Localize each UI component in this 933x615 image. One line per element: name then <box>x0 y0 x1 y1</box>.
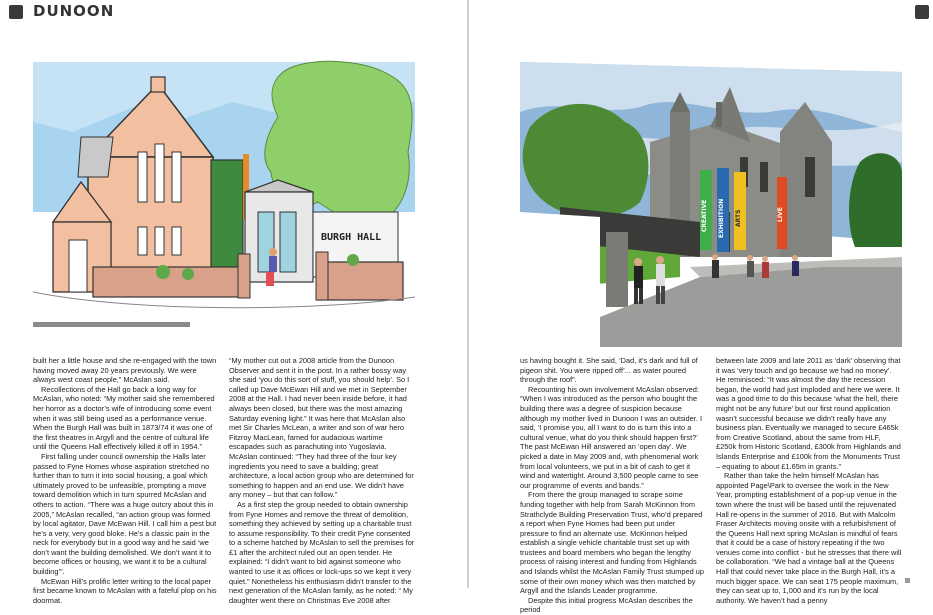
banner-text: EXHIBITION <box>718 198 725 238</box>
right-page <box>469 0 933 615</box>
article-column-2 <box>229 356 415 605</box>
paragraph: As a first step the group needed to obtain ownership from Fyne Homes and remove the threat of demolition, something they achieved by setting up a charitable trust to assume responsibility. To their credit Fyne consented to a scheme hatched by McAslan to sell the premises for £1 after the architect ruled out an open tender. He explained: “I didn’t want to bid against someone who wanted to use it as offices or lock-ups so we kept it very quiet.” Nonetheless his enthusiasm didn’t transfer to the next generation of the McAslan family, as he noted: “ My daughter went there on Christmas Eve 2008 after <box>229 499 415 605</box>
paragraph: Despite this initial progress McAslan describes the period <box>520 595 693 615</box>
paragraph: “My mother cut out a 2008 article from the Dunoon Observer and sent it in the post. In a rather bossy way she said ‘you do this sort of stuff, you should help’. So I called up Dave McEwan Hill and we met in September 2008 at the Hall. I had never been inside before, it had always been closed, but there was the most amazing Saturday evening light.” It was here that McAslan also met Sir Charles McLean, a writer and son of war hero Fitzroy MacLean, famed for audacious wartime escapades such as parachuting into Yugoslavia. McAslan continued: “They had three of the four key ingredients you need to save a building; great architecture, a local action group who are determined for something to happen and an end use. We didn’t have any money – but that can follow.” <box>229 356 414 500</box>
article-column-1 <box>520 356 706 615</box>
paragraph: us having bought it. She said, ‘Dad, it’s dark and full of pigeon shit. You were ripped off’... as water poured through the roof”. <box>520 356 698 385</box>
paragraph: between late 2009 and late 2011 as ‘dark’ observing that it was ‘very touch and go because we had no money’. He reminisced: “It was almost the day the recession began, the world had just imploded and here we were. It was a good time to do this because ‘what the hell, there might not be any future’ but our first round application wasn’t successful because we didn’t really have any business plan. Eventually we managed to secure £465k from Creative Scotland, about the same from HLF, £250k from Historic Scotland, £300k from Highlands and Islands Enterprise and £100k from the Monuments Trust – equating to about £1.65m in grants.” <box>716 356 901 471</box>
paragraph: built her a little house and she re-engaged with the town having moved away 20 years previously. We were always west coast people,” McAslan said. <box>33 356 217 385</box>
paragraph: McEwan Hill’s prolific letter writing to the local paper first became known to McAslan with a fateful plop on his doormat. <box>33 576 217 605</box>
decorative-divider <box>33 322 190 327</box>
burgh-hall-sign: BURGH HALL <box>321 232 382 243</box>
paragraph: First falling under council ownership the Halls later passed to Fyne Homes whose aspiration stretched no further than to turn it into social housing, a goal which ultimately proved to be unfeasible, prompting a move toward demolition which in turn spurred McAslan and others to action. “There was a huge outcry about this in 2005,” McAslan recalled, “an action group was formed by local agitator, Dave McEwan Hill. I call him a pest but he’s a very, very good bloke. He’s a classic pain in the neck for everybody but in a good way and he said ‘we don’t want the building demolished. We don’t want it to become offices or housing, we want it to be a cultural building’”. <box>33 451 217 577</box>
header-square-icon <box>915 5 929 19</box>
header-square-icon <box>9 5 23 19</box>
burgh-hall-illustration <box>33 62 415 314</box>
paragraph: Recollections of the Hall go back a long way for McAslan, who noted: “My mother said she remembered her horror as a doctor’s wife of introducing some event when it was still being used as a performance venue. When the Burgh Hall was built in 1873/74 it was one of the first theatres in Argyll and the centre of cultural life until the Queens Hall effectively killed it off in 1954.” <box>33 384 215 452</box>
article-column-1 <box>33 356 219 605</box>
burgh-hall-photo <box>520 62 902 347</box>
paragraph: Recounting his own involvement McAslan observed: “When I was introduced as the person who bought the building there was a degree of suspicion because although my mother lived in Dunoon I was an outsider. I said, ‘I promise you, all I want to do is turn this into a cultural venue, what do you think should happen first?’ The past McEwan Hill answered an ‘open day’. We picked a date in May 2009 and, with phenomenal work from local volunteers, we put in a bit of cash to get it wind and watertight. Around 3,500 people came to see our programme of events and bands.” <box>520 384 702 490</box>
banner-text: LIVE <box>777 207 784 222</box>
section-title: DUNOON <box>33 2 115 20</box>
paragraph: From there the group managed to scrape some funding together with help from Sarah McKinnon from Strathclyde Building Preservation Trust, who’d prepared a report when Fyne Homes had been put under pressure to find an alternate use. McKinnon helped establish a single vehicle charitable trust set up with trustees and board members who began the lengthy process of raising interest and funding from Highlands and Islands whilst the McAslan Family Trust stumped up some of their own money which was then matched by Argyll and the Islands Leader programme. <box>520 490 705 596</box>
article-column-2 <box>716 356 902 605</box>
banner-text: CREATIVE <box>701 199 708 232</box>
left-page <box>0 0 467 605</box>
page-marker-icon <box>905 578 910 583</box>
banner-text: ARTS <box>735 209 742 227</box>
paragraph: Rather than take the helm himself McAslan has appointed Page\Park to oversee the work in the New Year, prompting establishment of a pop-up venue in the town where the trust will be based until the rejuvenated Hall re-opens in the summer of 2016. But with Malcolm Fraser Architects moving onsite with a refurbishment of the Queens Hall next spring McAslan is mindful of fears that it could be a case of history repeating if the two venues come into conflict - but he stresses that there will be collaboration. “We had a vintage ball at the Queens Hall that could never take place in the Burgh Hall, it’s a much bigger space. We can seat 175 people maximum, they can seat up to, 1,000 and it’s run by the local authority. We haven’t had a penny <box>716 471 902 605</box>
